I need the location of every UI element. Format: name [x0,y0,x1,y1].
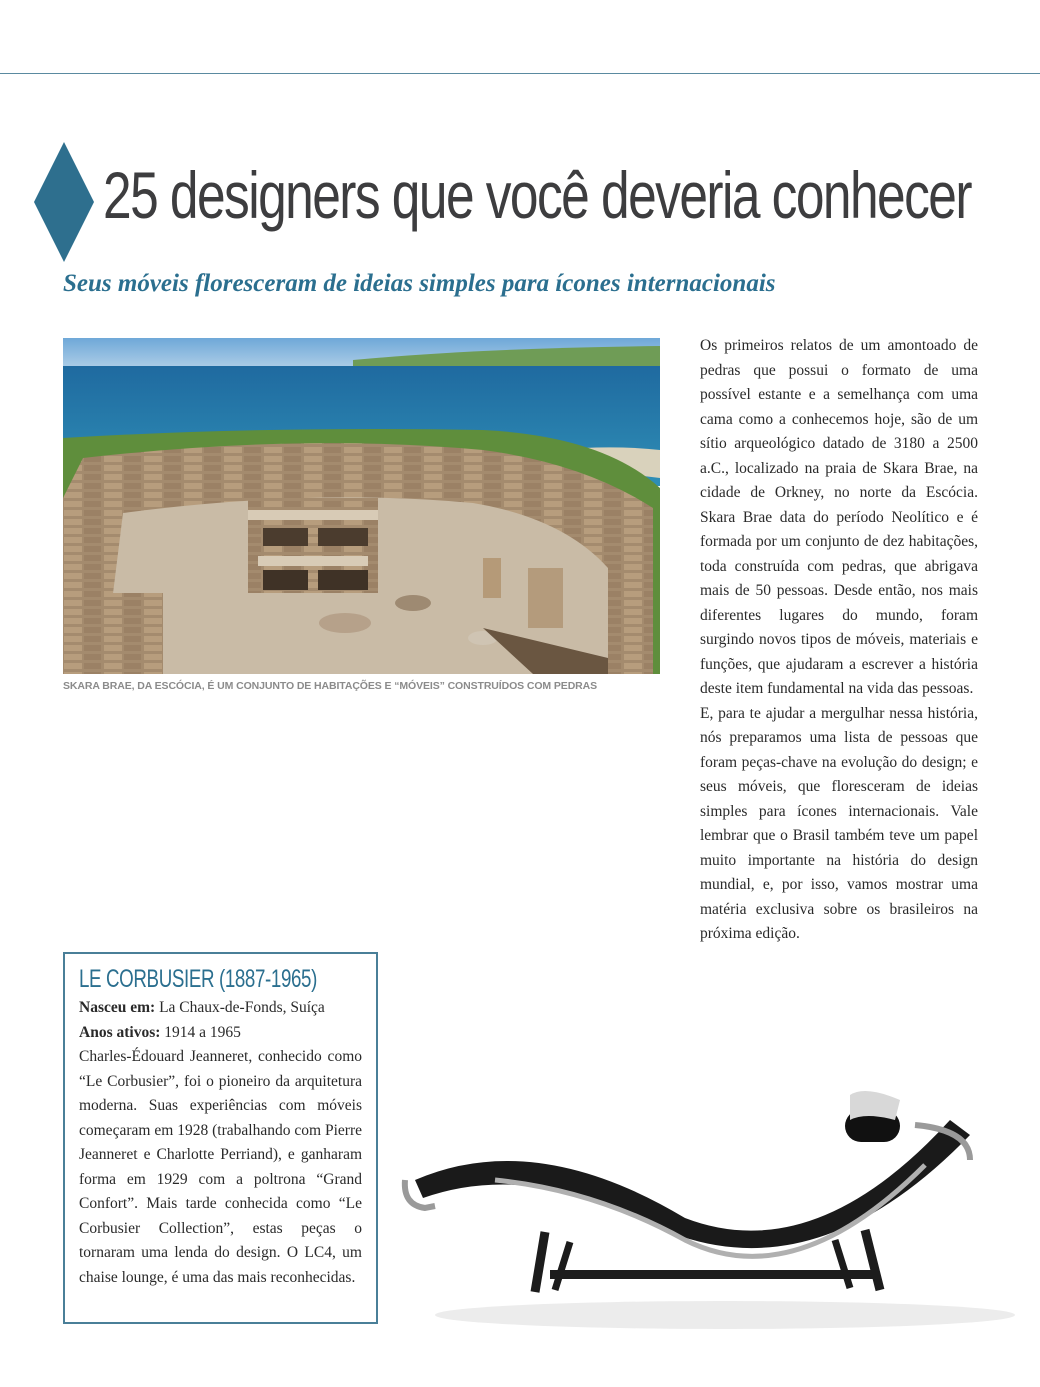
article-body [700,334,978,947]
designer-bio: Charles-Édouard Jeanneret, conhecido como “Le Corbusier”, foi o pioneiro da arquitetura moderna. Suas experiências com móveis começaram em 1928 (trabalhando com Pierre Jeanneret e Charlotte Perriand), e ganharam forma em 1929 com a poltrona “Grand Confort”. Mais tarde conhecida como “Le Corbusier Collection”, estas peças o tornaram uma lenda do design. O LC4, um chaise lounge, é uma das mais reconhecidas. [79,1048,362,1286]
diamond-icon [34,142,94,262]
article-paragraph: Os primeiros relatos de um amontoado de pedras que possui o formato de uma possível estante e a semelhança com uma cama como a conhecemos hoje, são de um sítio arqueológico datado de 3180 a 2500 a.C., localizado na praia de Skara Brae, na cidade de Orkney, no norte da Escócia. Skara Brae data do período Neolítico e é formada por um conjunto de dez habitações, toda construída com pedras, que abrigava mais de 50 pessoas. Desde então, nos mais diferentes lugares do mundo, foram surgindo novos tipos de móveis, materiais e funções, que ajudaram a escrever a história deste item fundamental na vida das pessoas. [700,337,978,697]
birthplace-value: La Chaux-de-Fonds, Suíça [155,999,325,1016]
active-years-line [79,1021,362,1046]
active-years-label: Anos ativos: [79,1023,161,1041]
active-years-value: 1914 a 1965 [160,1023,241,1041]
photo-caption: SKARA BRAE, DA ESCÓCIA, É UM CONJUNTO DE HABITAÇÕES E “MÓVEIS” CONSTRUÍDOS COM PEDRAS [63,680,598,692]
page-title: 25 designers que você deveria conhecer [103,158,971,232]
birthplace-label: Nasceu em: [79,999,156,1016]
birthplace-line [79,996,362,1021]
top-rule [0,73,1040,74]
skara-brae-photo [63,338,660,674]
designer-name: LE CORBUSIER (1887-1965) [79,965,317,993]
lc4-chaise-image [395,1080,1015,1345]
page-subtitle: Seus móveis floresceram de ideias simples para ícones internacionais [63,270,776,297]
designer-bio-box [63,952,378,1324]
article-paragraph: E, para te ajudar a mergulhar nessa história, nós preparamos uma lista de pessoas que foram peças-chave na evolução do design; e seus móveis, que floresceram de ideias simples para ícones internacionais. Vale lembrar que o Brasil também teve um papel muito importante na história do design mundial, e, por isso, vamos mostrar uma matéria exclusiva sobre os brasileiros na próxima edição. [700,704,978,942]
